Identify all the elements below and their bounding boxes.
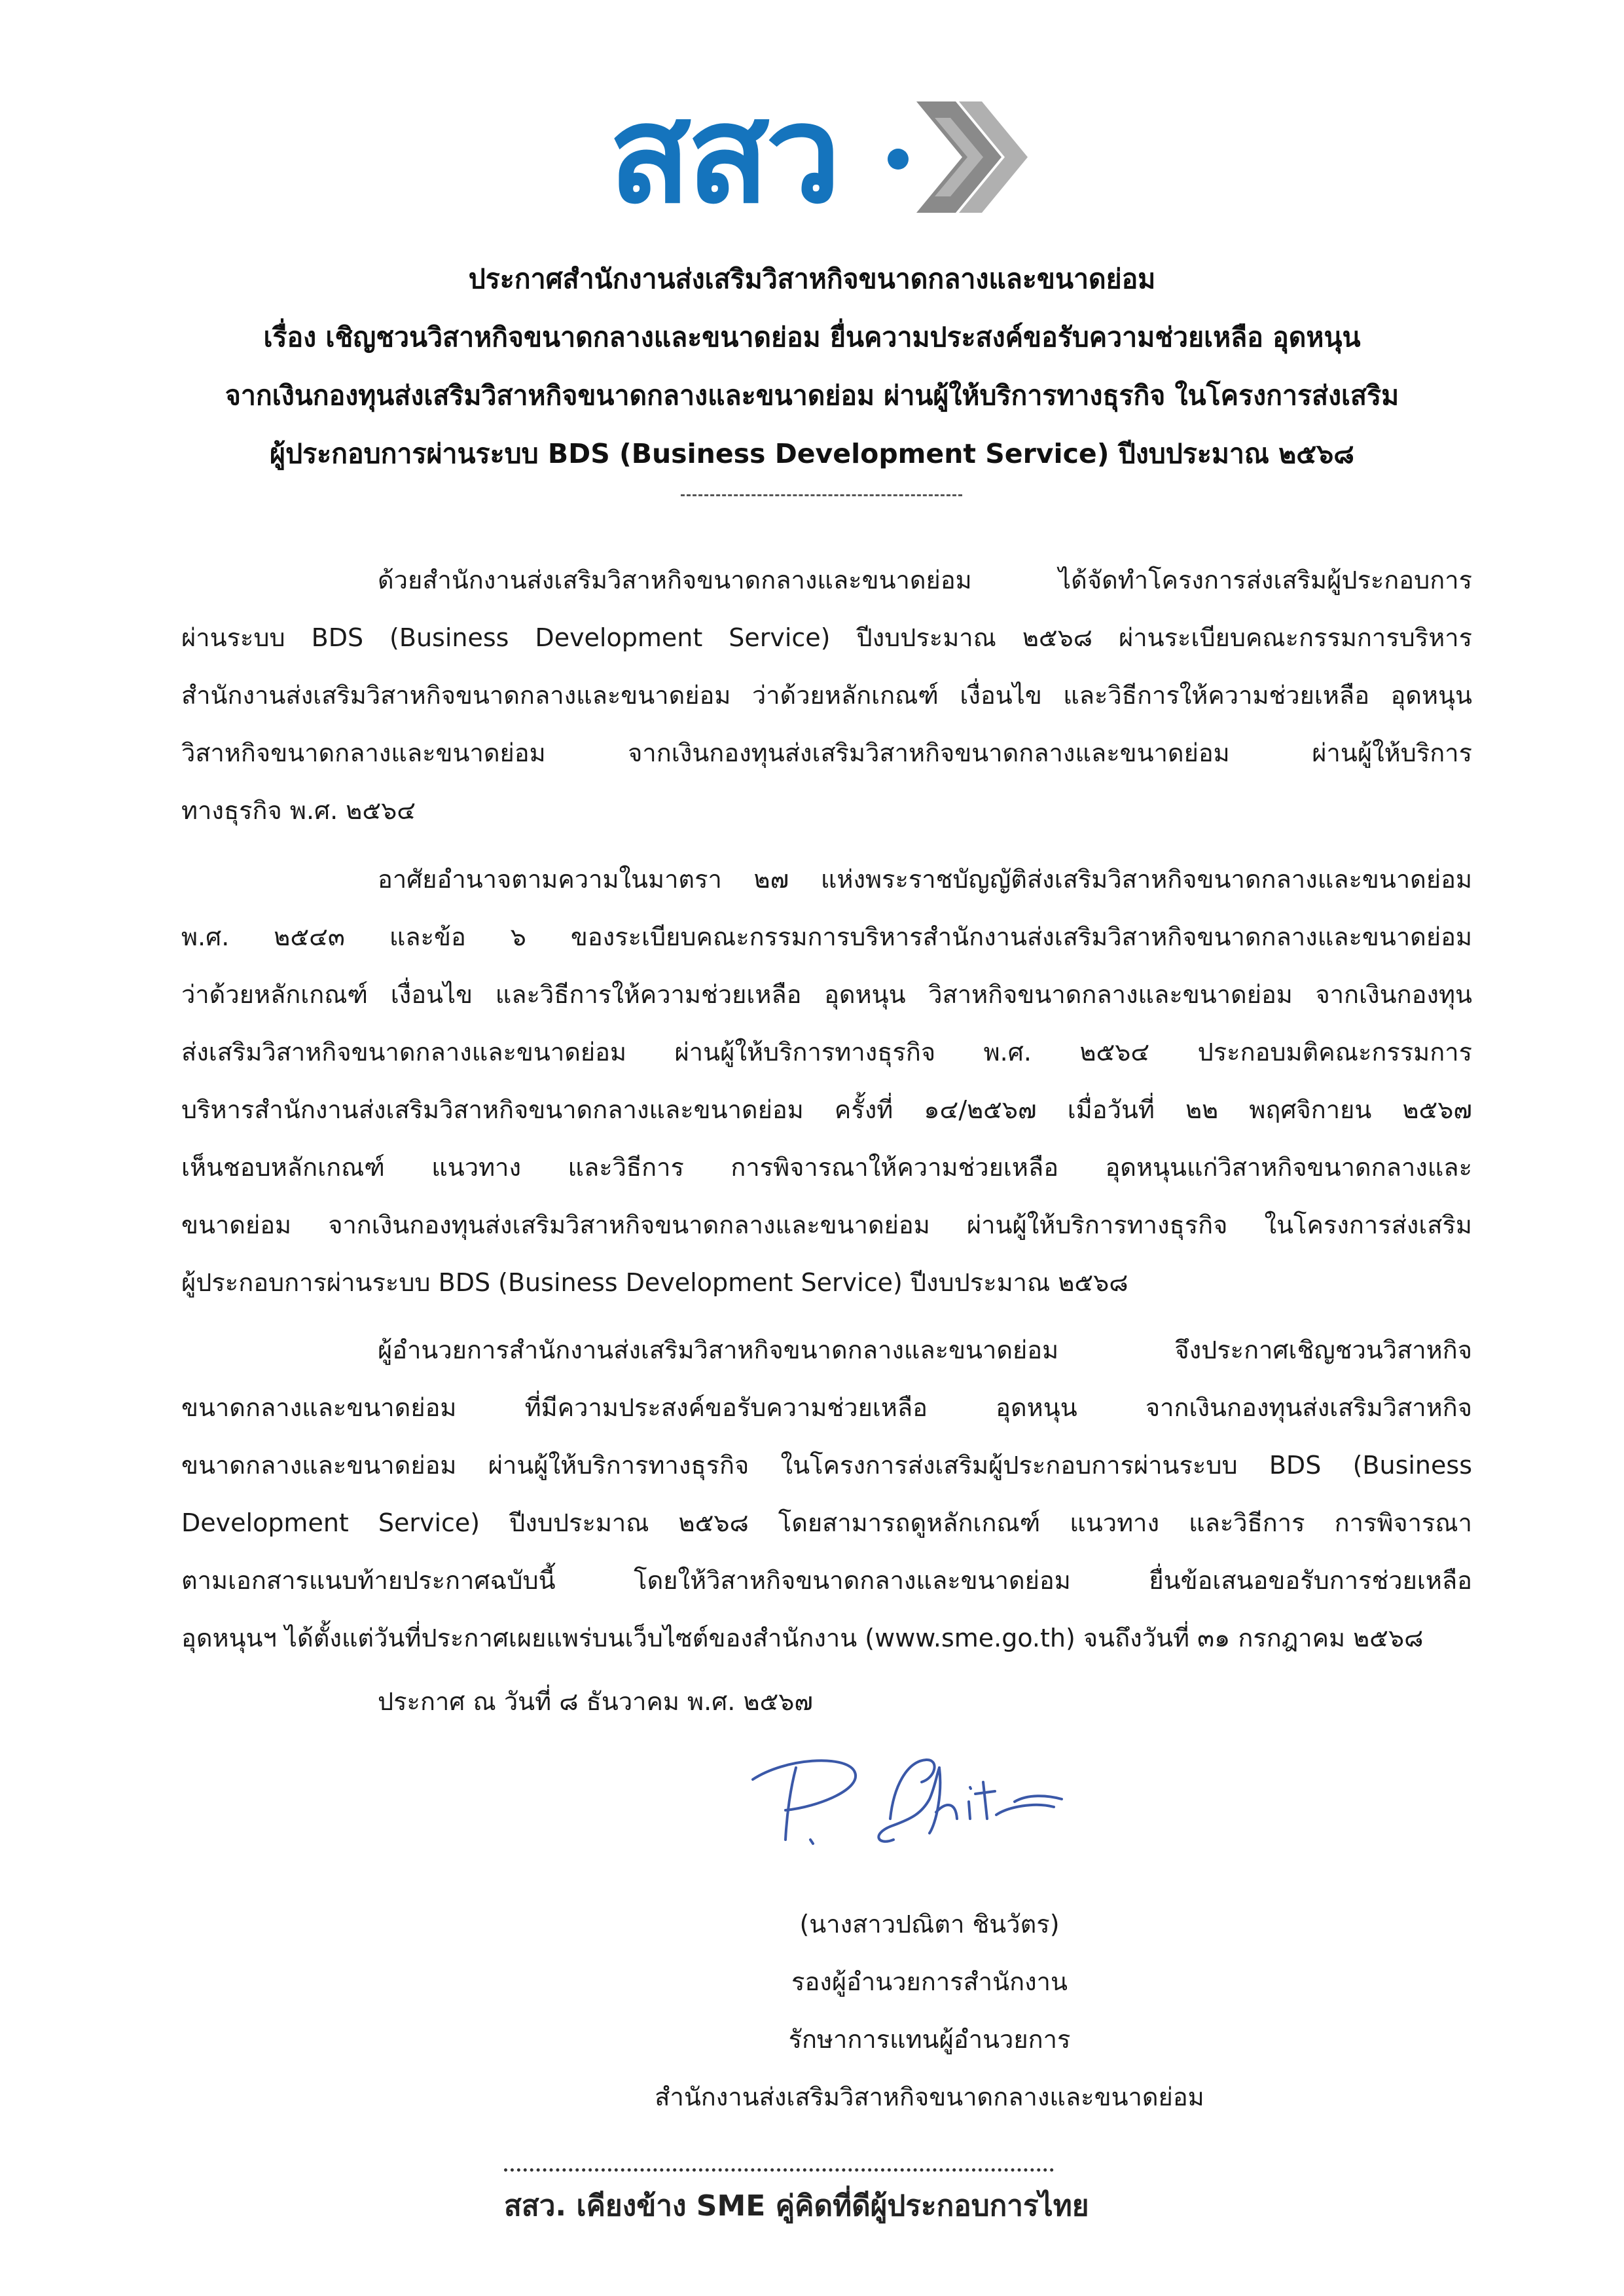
body-paragraph-3 [181,1321,1472,1667]
paragraph-line: ขนาดย่อม จากเงินกองทุนส่งเสริมวิสาหกิจขนาดกลางและขนาดย่อม ผ่านผู้ให้บริการทางธุรกิจ ในโครงการส่งเสริม [181,1211,1472,1239]
logo-wordmark: สสว [609,76,838,233]
paragraph-line: อาศัยอำนาจตามความในมาตรา ๒๗ แห่งพระราชบัญญัติส่งเสริมวิสาหกิจขนาดกลางและขนาดย่อม [378,865,1472,894]
paragraph-line: ขนาดกลางและขนาดย่อม ผ่านผู้ให้บริการทางธุรกิจ ในโครงการส่งเสริมผู้ประกอบการผ่านระบบ BDS (Business [181,1451,1472,1480]
signer-organization: สำนักงานส่งเสริมวิสาหกิจขนาดกลางและขนาดย่อม [655,2083,1204,2111]
paragraph-line: ด้วยสำนักงานส่งเสริมวิสาหกิจขนาดกลางและขนาดย่อม ได้จัดทำโครงการส่งเสริมผู้ประกอบการ [378,566,1472,594]
paragraph-line: ว่าด้วยหลักเกณฑ์ เงื่อนไข และวิธีการให้ความช่วยเหลือ อุดหนุน วิสาหกิจขนาดกลางและขนาดย่อม จากเงินกองทุน [181,980,1472,1009]
handwritten-signature [740,1741,1067,1872]
sme-office-logo [609,76,1028,233]
paragraph-line: สำนักงานส่งเสริมวิสาหกิจขนาดกลางและขนาดย่อม ว่าด้วยหลักเกณฑ์ เงื่อนไข และวิธีการให้ความช่วยเหลือ อุดหนุน [181,681,1472,710]
paragraph-line: ผู้ประกอบการผ่านระบบ BDS (Business Development Service) ปีงบประมาณ ๒๕๖๘ [181,1268,1128,1297]
paragraph-line: ผ่านระบบ BDS (Business Development Service) ปีงบประมาณ ๒๕๖๘ ผ่านระเบียบคณะกรรมการบริหาร [181,623,1472,652]
paragraph-line: วิสาหกิจขนาดกลางและขนาดย่อม จากเงินกองทุนส่งเสริมวิสาหกิจขนาดกลางและขนาดย่อม ผ่านผู้ให้บริการ [181,738,1472,767]
paragraph-line: พ.ศ. ๒๕๔๓ และข้อ ๖ ของระเบียบคณะกรรมการบริหารสำนักงานส่งเสริมวิสาหกิจขนาดกลางและขนาดย่อม [181,922,1472,951]
paragraph-line: ขนาดกลางและขนาดย่อม ที่มีความประสงค์ขอรับความช่วยเหลือ อุดหนุน จากเงินกองทุนส่งเสริมวิสาหกิจ [181,1393,1472,1422]
paragraph-line: อุดหนุนฯ ได้ตั้งแต่วันที่ประกาศเผยแพร่บนเว็บไซต์ของสำนักงาน (www.sme.go.th) จนถึงวันที่ ๓๑ กรกฎาคม ๒๕๖๘ [181,1624,1424,1652]
signer-name: (นางสาวปณิตา ชินวัตร) [799,1910,1060,1939]
announcement-title [131,250,1493,483]
footer-divider [504,2168,1054,2172]
paragraph-line: ผู้อำนวยการสำนักงานส่งเสริมวิสาหกิจขนาดกลางและขนาดย่อม จึงประกาศเชิญชวนวิสาหกิจ [378,1336,1472,1364]
paragraph-line: ทางธุรกิจ พ.ศ. ๒๕๖๔ [181,796,416,825]
title-line: จากเงินกองทุนส่งเสริมวิสาหกิจขนาดกลางและขนาดย่อม ผ่านผู้ให้บริการทางธุรกิจ ในโครงการส่งเสริม [225,380,1399,411]
paragraph-line: ตามเอกสารแนบท้ายประกาศฉบับนี้ โดยให้วิสาหกิจขนาดกลางและขนาดย่อม ยื่นข้อเสนอขอรับการช่วยเหลือ [181,1566,1472,1595]
title-line: ผู้ประกอบการผ่านระบบ BDS (Business Development Service) ปีงบประมาณ ๒๕๖๘ [270,438,1354,469]
paragraph-line: บริหารสำนักงานส่งเสริมวิสาหกิจขนาดกลางและขนาดย่อม ครั้งที่ ๑๔/๒๕๖๗ เมื่อวันที่ ๒๒ พฤศจิกายน ๒๕๖๗ [181,1095,1472,1124]
signer-block [563,1895,1296,2126]
title-separator [681,494,962,496]
title-line: เรื่อง เชิญชวนวิสาหกิจขนาดกลางและขนาดย่อม ยื่นความประสงค์ขอรับความช่วยเหลือ อุดหนุน [263,321,1361,353]
footer-slogan: สสว. เคียงข้าง SME คู่คิดที่ดีผู้ประกอบการไทย [504,2189,1089,2223]
signer-acting-position: รักษาการแทนผู้อำนวยการ [788,2025,1071,2054]
signer-position: รองผู้อำนวยการสำนักงาน [791,1967,1068,1996]
double-chevron-arrow-icon [884,95,1028,219]
title-line: ประกาศสำนักงานส่งเสริมวิสาหกิจขนาดกลางและขนาดย่อม [468,263,1156,295]
paragraph-line: เห็นชอบหลักเกณฑ์ แนวทาง และวิธีการ การพิจารณาให้ความช่วยเหลือ อุดหนุนแก่วิสาหกิจขนาดกลางและ [181,1153,1472,1182]
paragraph-line: ส่งเสริมวิสาหกิจขนาดกลางและขนาดย่อม ผ่านผู้ให้บริการทางธุรกิจ พ.ศ. ๒๕๖๔ ประกอบมติคณะกรรมการ [181,1038,1472,1066]
announcement-date: ประกาศ ณ วันที่ ๘ ธันวาคม พ.ศ. ๒๕๖๗ [378,1687,813,1716]
body-paragraph-2 [181,850,1472,1311]
paragraph-line: Development Service) ปีงบประมาณ ๒๕๖๘ โดยสามารถดูหลักเกณฑ์ แนวทาง และวิธีการ การพิจารณา [181,1508,1472,1537]
body-paragraph-1 [181,551,1472,839]
